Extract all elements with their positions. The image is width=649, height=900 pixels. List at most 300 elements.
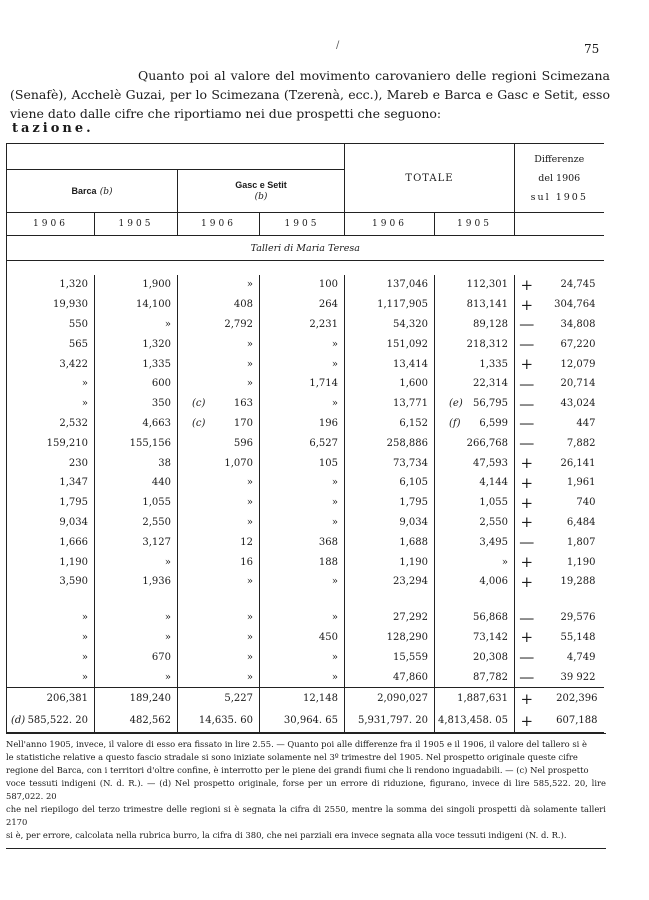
cell-diff-sign-value: — — [519, 533, 535, 552]
cell-gasc-1905-value: » — [331, 497, 338, 509]
cell-totale-1906 — [345, 552, 435, 572]
cell-barca-1905 — [95, 572, 178, 592]
cell-barca-1905-value: 155,156 — [129, 437, 171, 449]
cell-diff-value — [539, 473, 604, 493]
cell-barca-1906-value: 1,347 — [59, 477, 88, 489]
cell-totale-1905 — [435, 572, 515, 592]
cell-barca-1905-value: » — [164, 671, 171, 683]
cell-diff-sign-value: — — [519, 374, 535, 393]
cell-barca-1905 — [95, 608, 178, 628]
cell-barca-1906-value: 1,320 — [59, 279, 88, 291]
cell-barca-1906 — [7, 374, 95, 394]
grand-barca-1905: 482,562 — [95, 710, 178, 733]
cell-barca-1906-value: 230 — [68, 457, 88, 469]
cell-gasc-1905 — [260, 315, 345, 335]
cell-gasc-1905 — [260, 453, 345, 473]
cell-gasc-1906-value: » — [246, 497, 253, 509]
table-row — [7, 552, 604, 572]
cell-gasc-1905 — [260, 608, 345, 628]
cell-barca-1905 — [95, 354, 178, 374]
cell-gasc-1906-value: » — [246, 612, 253, 624]
cell-gasc-1905 — [260, 414, 345, 434]
cell-totale-1906-value: 1,600 — [399, 378, 428, 390]
cell-totale-1906-value: 27,292 — [393, 612, 428, 624]
cell-diff-sign-value: — — [519, 434, 535, 453]
cell-barca-1906 — [7, 334, 95, 354]
table-row — [7, 315, 604, 335]
cell-gasc-1905 — [260, 295, 345, 315]
cell-gasc-1906-value: » — [246, 631, 253, 643]
cell-barca-1906 — [7, 473, 95, 493]
cell-diff-sign — [515, 647, 539, 667]
cell-diff-value — [539, 628, 604, 648]
cell-totale-1906-value: 23,294 — [393, 576, 428, 588]
total-barca-1906: 206,381 — [7, 687, 95, 710]
cell-gasc-1905-value: 105 — [318, 457, 338, 469]
cell-gasc-1906 — [178, 608, 260, 628]
cell-diff-sign — [515, 354, 539, 374]
cell-gasc-1906 — [178, 414, 260, 434]
cell-barca-1905 — [95, 295, 178, 315]
cell-totale-1905-value: 266,768 — [466, 437, 508, 449]
cell-barca-1905 — [95, 493, 178, 513]
cell-totale-1906 — [345, 628, 435, 648]
total-totale-1906: 2,090,027 — [345, 687, 435, 710]
cell-diff-sign-value: + — [520, 355, 534, 374]
cell-gasc-1906 — [178, 295, 260, 315]
cell-totale-1906-value: 258,886 — [386, 437, 428, 449]
cell-gasc-1906-value: » — [246, 279, 253, 291]
cell-gasc-1906 — [178, 473, 260, 493]
cell-diff-sign-value: — — [519, 608, 535, 627]
cell-barca-1905-value: » — [164, 631, 171, 643]
cell-diff-sign — [515, 394, 539, 414]
cell-diff-value — [539, 334, 604, 354]
cell-gasc-1905 — [260, 354, 345, 374]
cell-barca-1905 — [95, 315, 178, 335]
cell-diff-value — [539, 608, 604, 628]
intro-paragraph — [10, 66, 610, 123]
cell-diff-sign-value: — — [519, 394, 535, 413]
cell-totale-1905-value: 2,550 — [479, 516, 508, 528]
cell-gasc-1905 — [260, 532, 345, 552]
cell-totale-1905-value: 87,782 — [473, 671, 508, 683]
cell-totale-1906-value: 1,117,905 — [377, 299, 428, 311]
cell-gasc-1906-value: 163 — [233, 398, 253, 410]
cell-totale-1905 — [435, 552, 515, 572]
cell-diff-value-value: 26,141 — [560, 457, 596, 469]
cell-diff-value-value: 43,024 — [560, 398, 596, 410]
cell-diff-sign — [515, 628, 539, 648]
cell-diff-sign-value: + — [520, 473, 534, 492]
cell-barca-1906 — [7, 608, 95, 628]
cell-totale-1906-value: 1,688 — [399, 536, 428, 548]
cell-barca-1905-value: 38 — [158, 457, 171, 469]
cell-totale-1905 — [435, 334, 515, 354]
cell-totale-1905 — [435, 433, 515, 453]
cell-gasc-1906 — [178, 493, 260, 513]
cell-gasc-1906-value: 16 — [240, 556, 253, 568]
cell-barca-1906 — [7, 295, 95, 315]
cell-barca-1906-value: 2,532 — [59, 417, 88, 429]
cell-gasc-1906 — [178, 315, 260, 335]
cell-totale-1905-value: 4,006 — [479, 576, 508, 588]
year-barca-1905: 1905 — [95, 213, 178, 236]
cell-barca-1905-value: 1,335 — [142, 358, 171, 370]
cell-diff-sign-value: + — [520, 275, 534, 294]
cell-note-mark: (c) — [192, 417, 206, 429]
table-row — [7, 532, 604, 552]
cell-gasc-1906 — [178, 334, 260, 354]
cell-totale-1906 — [345, 315, 435, 335]
cell-diff-value-value: 4,749 — [566, 651, 596, 663]
cell-barca-1906-value: 1,190 — [59, 556, 88, 568]
cell-diff-value-value: 1,190 — [566, 556, 596, 568]
cell-diff-sign — [515, 493, 539, 513]
cell-diff-value-value: 29,576 — [560, 612, 596, 624]
cell-gasc-1906-value: » — [246, 651, 253, 663]
cell-barca-1906 — [7, 433, 95, 453]
cell-barca-1906 — [7, 275, 95, 295]
header-diff-line1: Differenze — [534, 153, 585, 165]
cell-diff-value-value: 447 — [576, 417, 596, 429]
grand-gasc-1906: 14,635. 60 — [178, 710, 260, 733]
cell-gasc-1905 — [260, 493, 345, 513]
cell-barca-1906-value: 3,422 — [59, 358, 88, 370]
cell-barca-1906 — [7, 667, 95, 687]
cell-totale-1905-value: 112,301 — [466, 279, 508, 291]
year-totale-1906: 1906 — [345, 213, 435, 236]
year-diff-blank — [515, 213, 604, 236]
cell-gasc-1905 — [260, 473, 345, 493]
cell-barca-1906 — [7, 493, 95, 513]
cell-barca-1906 — [7, 552, 95, 572]
cell-gasc-1905-value: » — [331, 358, 338, 370]
cell-totale-1905 — [435, 608, 515, 628]
cell-diff-sign — [515, 572, 539, 592]
cell-barca-1906 — [7, 315, 95, 335]
grand-totale-1906: 5,931,797. 20 — [345, 710, 435, 733]
cell-barca-1906-value: » — [81, 612, 88, 624]
gap-cell — [435, 592, 515, 608]
cell-totale-1905-value: 73,142 — [473, 631, 508, 643]
unit-label: Talleri di Maria Teresa — [7, 236, 604, 261]
spacer-row — [7, 261, 604, 276]
cell-diff-sign-value: — — [519, 668, 535, 687]
cell-diff-sign — [515, 374, 539, 394]
cell-gasc-1905 — [260, 552, 345, 572]
grand-total-row — [7, 710, 604, 733]
cell-note-mark: (e) — [449, 398, 463, 410]
cell-diff-sign-value: — — [519, 648, 535, 667]
cell-diff-sign-value: + — [520, 493, 534, 512]
cell-diff-value — [539, 552, 604, 572]
cell-barca-1905-value: 350 — [151, 398, 171, 410]
cell-totale-1906-value: 13,414 — [393, 358, 428, 370]
total-gasc-1906: 5,227 — [178, 687, 260, 710]
cell-gasc-1905-value: 2,231 — [309, 318, 338, 330]
cell-diff-sign — [515, 608, 539, 628]
cell-barca-1905 — [95, 647, 178, 667]
cell-totale-1906 — [345, 513, 435, 533]
cell-totale-1906 — [345, 608, 435, 628]
gap-cell — [515, 592, 539, 608]
cell-gasc-1906 — [178, 667, 260, 687]
cell-gasc-1905-value: » — [331, 477, 338, 489]
cell-gasc-1906-value: 170 — [233, 417, 253, 429]
cell-diff-sign — [515, 513, 539, 533]
cell-diff-sign-value: + — [520, 295, 534, 314]
cell-barca-1906 — [7, 354, 95, 374]
cell-barca-1906-value: 19,930 — [53, 299, 88, 311]
cell-diff-value — [539, 354, 604, 374]
cell-gasc-1905 — [260, 394, 345, 414]
table-row — [7, 572, 604, 592]
cell-gasc-1905 — [260, 628, 345, 648]
cell-barca-1905 — [95, 628, 178, 648]
cell-diff-value — [539, 275, 604, 295]
grand-barca-1906 — [7, 710, 95, 733]
cell-barca-1906 — [7, 628, 95, 648]
caravan-trade-table — [6, 143, 604, 733]
cell-gasc-1905-value: » — [331, 516, 338, 528]
cell-totale-1906-value: 73,734 — [393, 457, 428, 469]
cell-gasc-1906 — [178, 275, 260, 295]
cell-totale-1906-value: 6,152 — [399, 417, 428, 429]
cell-barca-1905 — [95, 552, 178, 572]
cell-totale-1905-value: 3,495 — [479, 536, 508, 548]
cell-gasc-1905 — [260, 667, 345, 687]
cell-barca-1906 — [7, 532, 95, 552]
cell-totale-1906 — [345, 572, 435, 592]
cell-totale-1905 — [435, 275, 515, 295]
cell-totale-1905-value: 4,144 — [479, 477, 508, 489]
cell-barca-1906 — [7, 647, 95, 667]
header-totale — [345, 144, 515, 213]
cell-barca-1906-value: » — [81, 631, 88, 643]
cell-barca-1905-value: 1,900 — [142, 279, 171, 291]
table-row — [7, 628, 604, 648]
cell-diff-sign-value: + — [520, 513, 534, 532]
cell-barca-1905-value: 1,055 — [142, 497, 171, 509]
cell-barca-1906-value: 9,034 — [59, 516, 88, 528]
cell-totale-1905-value: 47,593 — [473, 457, 508, 469]
cell-gasc-1905-value: 264 — [318, 299, 338, 311]
cell-diff-value-value: 740 — [576, 497, 596, 509]
cell-totale-1906-value: 128,290 — [386, 631, 428, 643]
cell-barca-1906 — [7, 394, 95, 414]
cell-barca-1906-value: 3,590 — [59, 576, 88, 588]
header-diff-line2: del 1906 — [538, 172, 581, 184]
cell-diff-value — [539, 394, 604, 414]
cell-gasc-1906 — [178, 374, 260, 394]
cell-diff-sign-value: + — [520, 454, 534, 473]
cell-gasc-1905-value: 368 — [318, 536, 338, 548]
cell-diff-sign-value: + — [520, 628, 534, 647]
cell-barca-1905-value: 1,936 — [142, 576, 171, 588]
footnote-line-5: che nel riepilogo del terzo trimestre delle regioni si è segnata la cifra di 2550, mentre la somma dei singoli prospetti dà solamente talleri 2170 — [6, 804, 606, 827]
cell-diff-sign-value: + — [520, 553, 534, 572]
gap-cell — [539, 592, 604, 608]
cell-gasc-1906-value: » — [246, 671, 253, 683]
cell-gasc-1906 — [178, 513, 260, 533]
cell-totale-1905-value: 22,314 — [473, 378, 508, 390]
cell-gasc-1906-value: 2,792 — [224, 318, 253, 330]
cell-totale-1906 — [345, 374, 435, 394]
grand-diff-sign: + — [515, 710, 539, 733]
cell-totale-1906 — [345, 295, 435, 315]
cell-barca-1905-value: 1,320 — [142, 338, 171, 350]
cell-diff-value — [539, 374, 604, 394]
cell-barca-1905 — [95, 433, 178, 453]
cell-barca-1905 — [95, 473, 178, 493]
cell-gasc-1905-value: » — [331, 651, 338, 663]
table-row — [7, 473, 604, 493]
cell-gasc-1906-value: » — [246, 358, 253, 370]
table-row — [7, 493, 604, 513]
cell-gasc-1905-value: » — [331, 612, 338, 624]
cell-gasc-1905 — [260, 647, 345, 667]
cell-diff-sign — [515, 433, 539, 453]
gap-cell — [7, 592, 95, 608]
cell-totale-1905-value: 1,335 — [479, 358, 508, 370]
cell-barca-1905 — [95, 532, 178, 552]
cell-barca-1905 — [95, 453, 178, 473]
cell-barca-1906 — [7, 513, 95, 533]
cell-gasc-1905 — [260, 334, 345, 354]
header-gasc-setit — [178, 170, 345, 213]
header-barca-label: Barca — [71, 185, 97, 196]
cell-totale-1906 — [345, 354, 435, 374]
table-row — [7, 275, 604, 295]
cell-gasc-1905 — [260, 513, 345, 533]
cell-totale-1906-value: 6,105 — [399, 477, 428, 489]
cell-barca-1905 — [95, 667, 178, 687]
section-heading-fragment: tazione. — [12, 121, 94, 136]
cell-barca-1906-value: 1,795 — [59, 497, 88, 509]
gap-cell — [178, 592, 260, 608]
total-diff-value: 202,396 — [539, 687, 604, 710]
cell-barca-1905-value: 4,663 — [142, 417, 171, 429]
cell-totale-1905-value: 1,055 — [479, 497, 508, 509]
gap-cell — [260, 592, 345, 608]
cell-gasc-1905-value: » — [331, 338, 338, 350]
header-diff-line3: sul 1905 — [530, 191, 588, 203]
cell-diff-value-value: 24,745 — [560, 279, 596, 291]
page-number: 75 — [584, 42, 600, 56]
cell-barca-1906-value: » — [81, 378, 88, 390]
cell-barca-1906 — [7, 414, 95, 434]
cell-barca-1906 — [7, 572, 95, 592]
table-row — [7, 394, 604, 414]
total-totale-1905: 1,887,631 — [435, 687, 515, 710]
cell-diff-value-value: 19,288 — [560, 576, 596, 588]
cell-barca-1905-value: 3,127 — [142, 536, 171, 548]
table-row — [7, 354, 604, 374]
table-row — [7, 513, 604, 533]
cell-diff-sign — [515, 552, 539, 572]
cell-barca-1906-value: 565 — [68, 338, 88, 350]
cell-totale-1905-value: 89,128 — [473, 318, 508, 330]
cell-diff-sign-value: + — [520, 572, 534, 591]
cell-totale-1906-value: 151,092 — [386, 338, 428, 350]
cell-totale-1905 — [435, 628, 515, 648]
cell-diff-sign-value: — — [519, 315, 535, 334]
cell-diff-value-value: 34,808 — [560, 318, 596, 330]
cell-diff-sign — [515, 414, 539, 434]
cell-diff-sign — [515, 275, 539, 295]
cell-totale-1906 — [345, 414, 435, 434]
cell-gasc-1906 — [178, 628, 260, 648]
cell-barca-1906-value: 1,666 — [59, 536, 88, 548]
year-barca-1906: 1906 — [7, 213, 95, 236]
cell-diff-value-value: 39 922 — [560, 671, 596, 683]
cell-totale-1906-value: 1,795 — [399, 497, 428, 509]
cell-totale-1906 — [345, 275, 435, 295]
header-barca — [7, 170, 178, 213]
cell-diff-value — [539, 667, 604, 687]
cell-totale-1905 — [435, 453, 515, 473]
cell-diff-value — [539, 453, 604, 473]
cell-totale-1906 — [345, 493, 435, 513]
cell-gasc-1906-value: » — [246, 378, 253, 390]
cell-totale-1905 — [435, 647, 515, 667]
cell-gasc-1905-value: 196 — [318, 417, 338, 429]
cell-diff-value — [539, 493, 604, 513]
gap-cell — [345, 592, 435, 608]
year-totale-1905: 1905 — [435, 213, 515, 236]
cell-gasc-1905-value: 100 — [318, 279, 338, 291]
cell-barca-1905 — [95, 374, 178, 394]
cell-barca-1905-value: 440 — [151, 477, 171, 489]
cell-diff-value — [539, 532, 604, 552]
cell-totale-1905 — [435, 315, 515, 335]
cell-gasc-1906 — [178, 433, 260, 453]
cell-totale-1906 — [345, 334, 435, 354]
footnote-line-4: voce tessuti indigeni (N. d. R.). — (d) Nel prospetto originale, forse per un errore di riduzione, figurano, invece di lire 585,522. 20, lire 587,022. 20 — [6, 778, 606, 801]
table-row — [7, 453, 604, 473]
cell-totale-1906-value: 54,320 — [393, 318, 428, 330]
year-gasc-1905: 1905 — [260, 213, 345, 236]
totals-row — [7, 687, 604, 710]
cell-gasc-1905-value: 1,714 — [309, 378, 338, 390]
cell-totale-1905-value: 6,599 — [479, 417, 508, 429]
year-gasc-1906: 1906 — [178, 213, 260, 236]
cell-barca-1905-value: 670 — [151, 651, 171, 663]
cell-diff-value-value: 7,882 — [566, 437, 596, 449]
cell-totale-1905-value: 813,141 — [466, 299, 508, 311]
cell-totale-1905 — [435, 473, 515, 493]
cell-totale-1905-value: 218,312 — [466, 338, 508, 350]
table-row — [7, 414, 604, 434]
cell-diff-value — [539, 513, 604, 533]
cell-gasc-1905 — [260, 374, 345, 394]
cell-gasc-1906-value: » — [246, 338, 253, 350]
cell-barca-1906-value: » — [81, 651, 88, 663]
cell-diff-value-value: 304,764 — [554, 299, 596, 311]
grand-barca-1906-value: 585,522. 20 — [27, 715, 88, 727]
cell-totale-1905-value: » — [501, 556, 508, 568]
cell-totale-1905-value: 56,795 — [473, 398, 508, 410]
cell-diff-value-value: 67,220 — [560, 338, 596, 350]
cell-gasc-1906-value: » — [246, 477, 253, 489]
cell-barca-1905 — [95, 275, 178, 295]
cell-totale-1905 — [435, 667, 515, 687]
grand-gasc-1905: 30,964. 65 — [260, 710, 345, 733]
gap-cell — [95, 592, 178, 608]
cell-diff-value-value: 1,961 — [566, 477, 596, 489]
cell-totale-1905-value: 20,308 — [473, 651, 508, 663]
